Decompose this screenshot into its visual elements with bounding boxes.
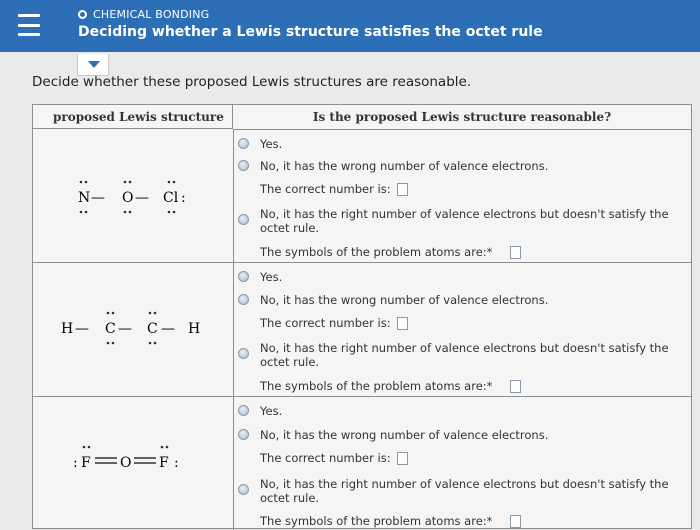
svg-text:H: H — [61, 321, 74, 337]
problem-atoms-line: The symbols of the problem atoms are:* — [233, 244, 691, 260]
menu-icon[interactable] — [18, 14, 40, 36]
chevron-down-icon — [88, 61, 100, 68]
table-row — [33, 397, 691, 530]
svg-text:F: F — [81, 455, 91, 471]
option-wrong-count[interactable]: No, it has the wrong number of valence electrons. — [233, 158, 691, 174]
lewis-structure-fof — [33, 397, 233, 530]
problem-atoms-input[interactable] — [510, 246, 521, 259]
column-header-structure: proposed Lewis structure — [33, 105, 233, 129]
option-yes[interactable]: Yes. — [233, 403, 691, 419]
radio-button[interactable] — [238, 214, 249, 225]
radio-button[interactable] — [238, 405, 249, 416]
section-circle-icon — [78, 10, 87, 19]
svg-text:C: C — [105, 321, 116, 337]
problem-atoms-line: The symbols of the problem atoms are:* — [233, 378, 691, 394]
column-header-question: Is the proposed Lewis structure reasonable? — [233, 105, 691, 130]
radio-button[interactable] — [238, 160, 249, 171]
atom-o: O — [122, 190, 134, 206]
radio-button[interactable] — [238, 138, 249, 149]
svg-text:—: — — [118, 321, 132, 337]
instruction-text: Decide whether these proposed Lewis structures are reasonable. — [32, 74, 472, 90]
option-wrong-count[interactable]: No, it has the wrong number of valence electrons. — [233, 292, 691, 308]
radio-button[interactable] — [238, 294, 249, 305]
correct-number-line: The correct number is: — [233, 315, 691, 331]
svg-text:—: — — [91, 190, 105, 206]
correct-number-input[interactable] — [397, 452, 408, 465]
atom-n: N — [78, 190, 91, 206]
svg-text:O: O — [120, 455, 132, 471]
option-yes[interactable]: Yes. — [233, 136, 691, 152]
option-octet-fail[interactable]: No, it has the right number of valence electrons but doesn't satisfy the octet rule. — [233, 476, 691, 506]
radio-button[interactable] — [238, 484, 249, 495]
radio-button[interactable] — [238, 271, 249, 282]
structure-cell — [33, 397, 234, 530]
correct-number-input[interactable] — [397, 317, 408, 330]
svg-text::: : — [73, 455, 78, 471]
option-wrong-count[interactable]: No, it has the wrong number of valence electrons. — [233, 427, 691, 443]
structure-cell — [33, 263, 234, 396]
option-yes[interactable]: Yes. — [233, 269, 691, 285]
lewis-structure-hcch — [33, 263, 233, 396]
top-bar — [0, 0, 700, 52]
correct-number-input[interactable] — [397, 183, 408, 196]
svg-text:H: H — [188, 321, 201, 337]
atom-cl: Cl — [163, 190, 179, 206]
table-row — [33, 263, 691, 397]
lone-pair-colon: : — [181, 190, 186, 206]
svg-text:C: C — [147, 321, 158, 337]
svg-text:F: F — [159, 455, 169, 471]
option-octet-fail[interactable]: No, it has the right number of valence electrons but doesn't satisfy the octet rule. — [233, 206, 691, 236]
correct-number-line: The correct number is: — [233, 181, 691, 197]
problem-atoms-line: The symbols of the problem atoms are:* — [233, 513, 691, 529]
page-title: Deciding whether a Lewis structure satisfies the octet rule — [78, 24, 543, 40]
structure-cell — [33, 130, 234, 262]
problem-atoms-input[interactable] — [510, 380, 521, 393]
svg-text::: : — [174, 455, 179, 471]
radio-button[interactable] — [238, 429, 249, 440]
table-row — [33, 130, 691, 263]
problem-atoms-input[interactable] — [510, 515, 521, 528]
svg-text:—: — — [75, 321, 89, 337]
radio-button[interactable] — [238, 348, 249, 359]
collapse-button[interactable] — [77, 54, 109, 76]
lewis-structures-table — [32, 104, 692, 529]
lewis-structure-nocl — [33, 130, 233, 262]
section-name: CHEMICAL BONDING — [93, 8, 210, 21]
option-octet-fail[interactable]: No, it has the right number of valence electrons but doesn't satisfy the octet rule. — [233, 340, 691, 370]
svg-text:—: — — [135, 190, 149, 206]
section-label — [78, 8, 209, 21]
svg-text:—: — — [161, 321, 175, 337]
correct-number-line: The correct number is: — [233, 450, 691, 466]
